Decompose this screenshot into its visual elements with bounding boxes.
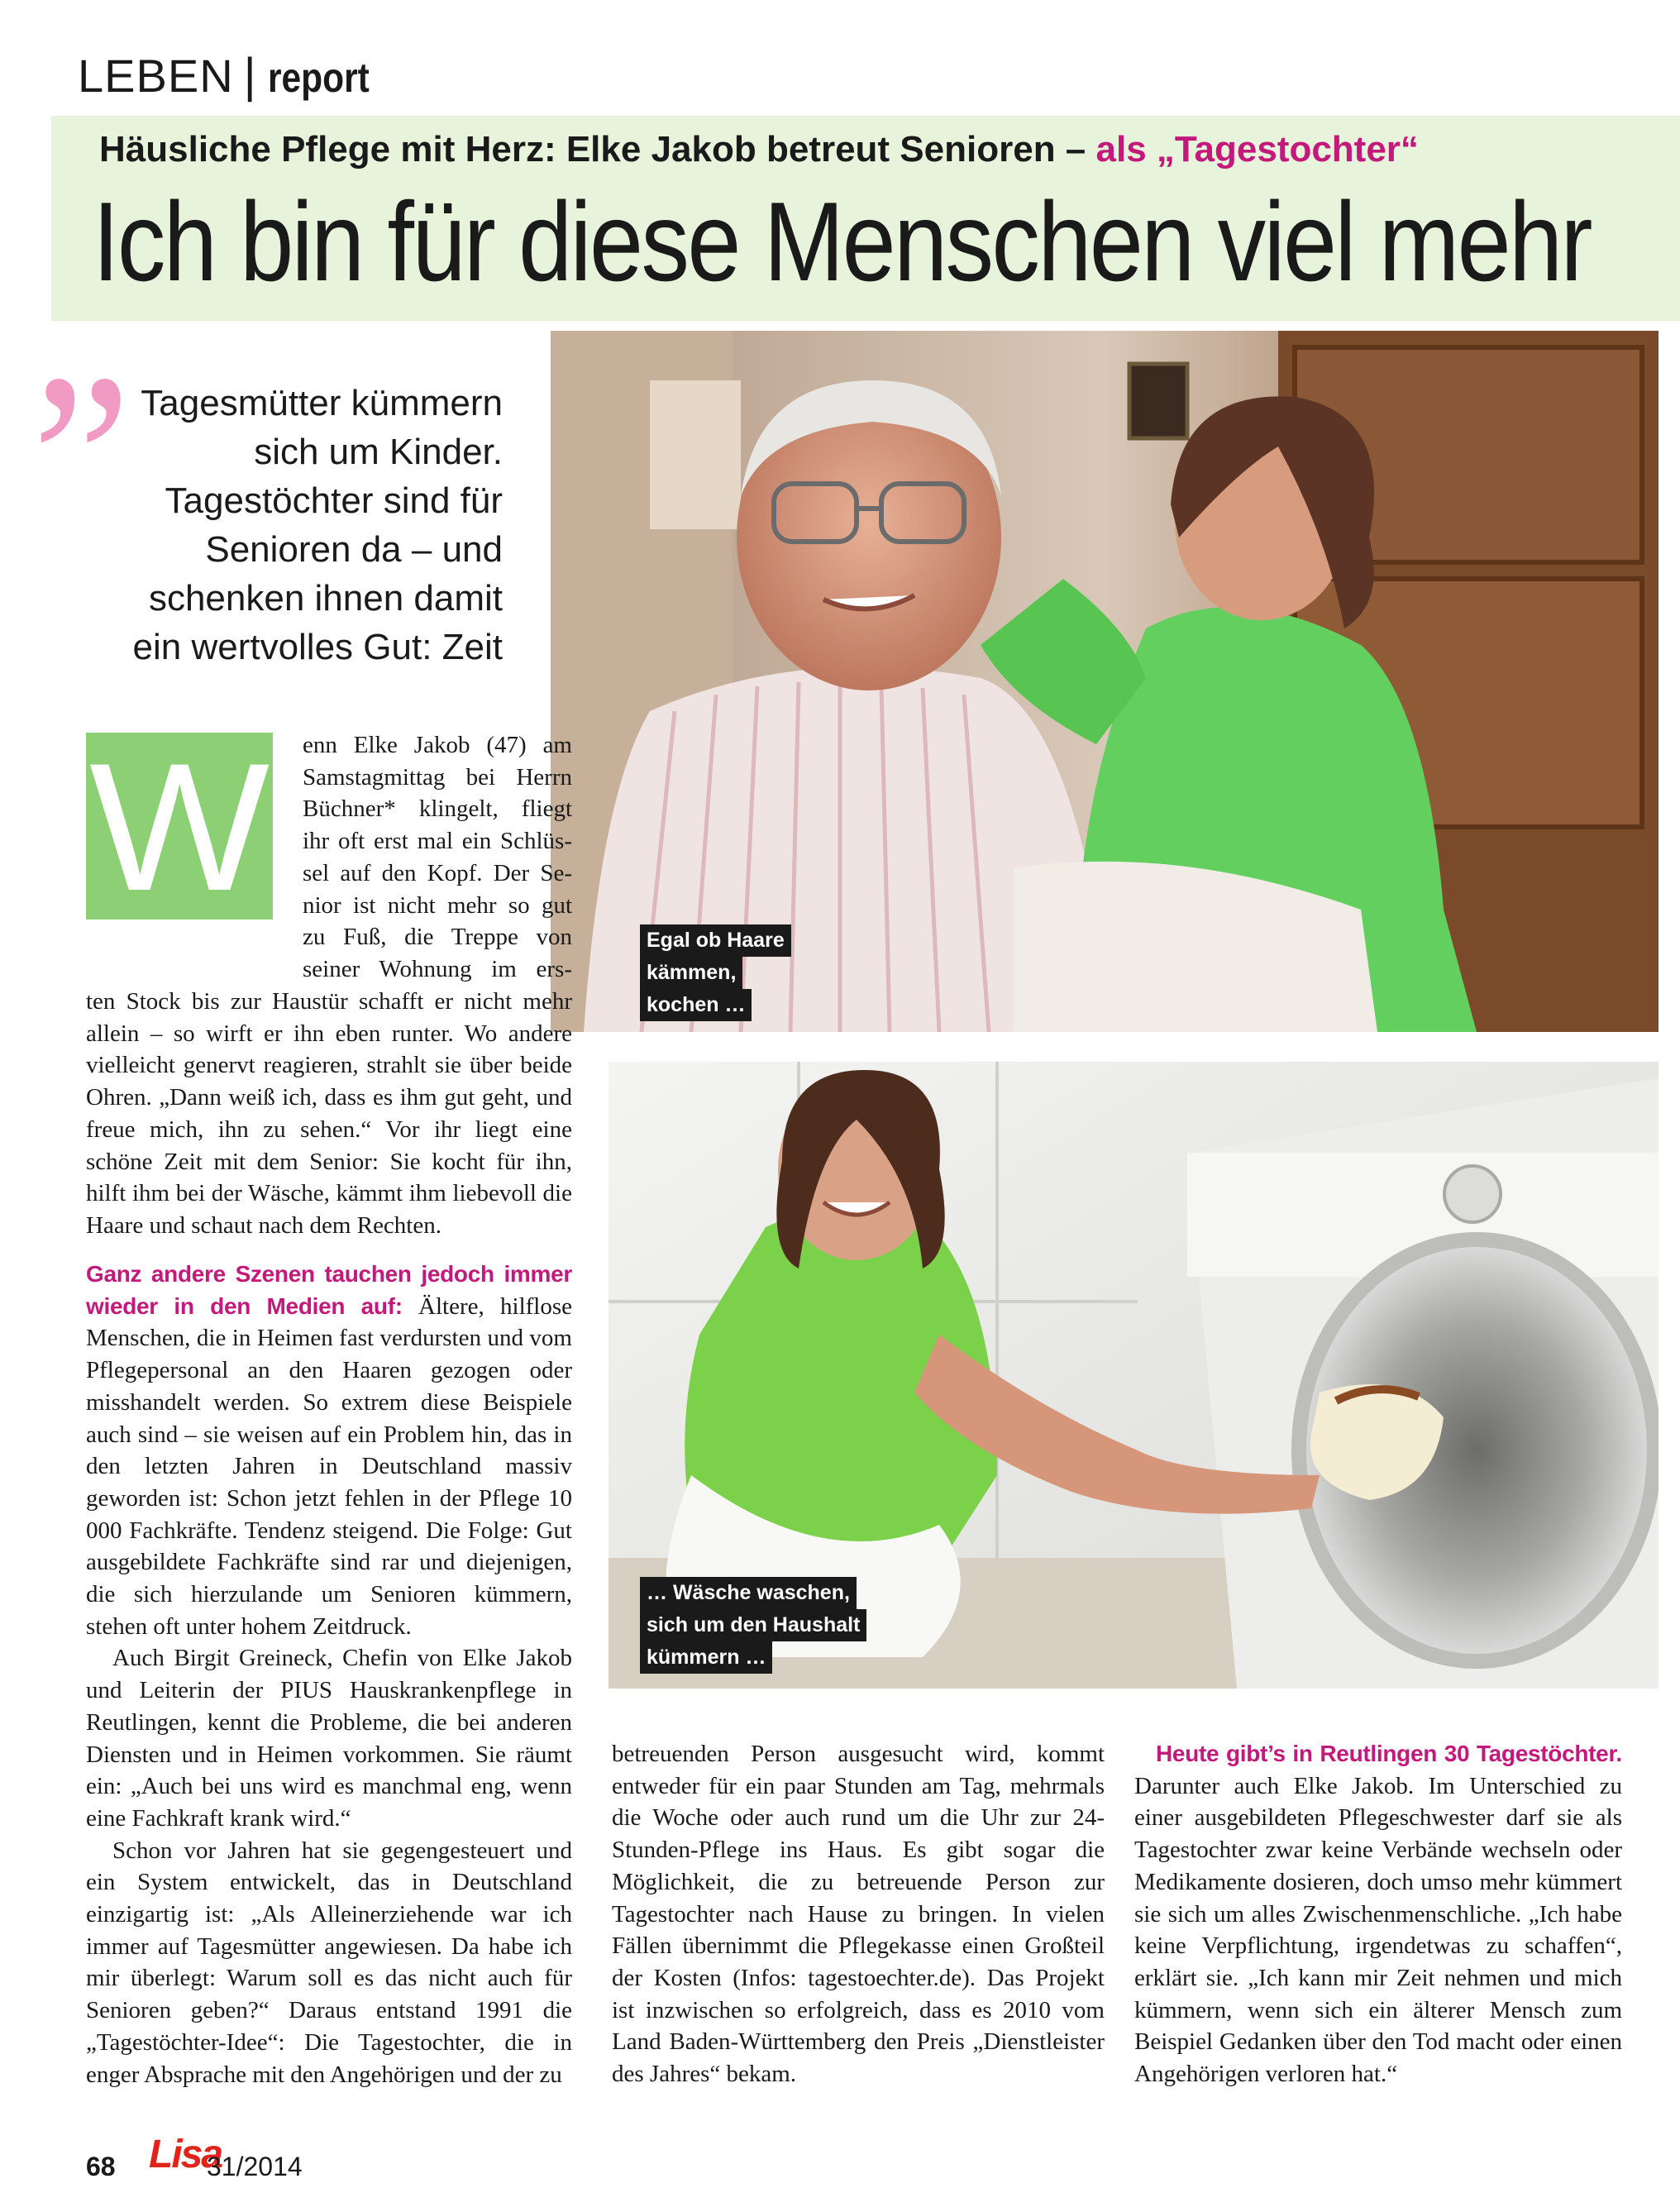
article-paragraph: ten Stock bis zur Haustür schafft er nicht mehr allein – so wirft er ihn eben runter. Wo andere vielleicht genervt reagieren, strahlt sie über beide Ohren. „Dann weiß ich, dass es ihm gut geht, und freue mich, ihn zu sehen.“ Vor ihr liegt eine schöne Zeit mit dem Senior: Sie kocht für ihn, hilft ihm bei der Wäsche, kämmt ihm liebevoll die Haare und schaut nach dem Rechten. (86, 988, 572, 1239)
kicker-text: Häusliche Pflege mit Herz: Elke Jakob betreut Senioren – (99, 129, 1096, 170)
article-paragraph-lead (86, 1259, 572, 1642)
intro-line: Senioren da – und (205, 529, 503, 570)
article-col1-top (303, 729, 572, 986)
intro-line: ein wertvolles Gut: Zeit (132, 627, 503, 667)
caption-line: kochen … (640, 989, 752, 1021)
text-line: sel auf den Kopf. Der Se- (303, 859, 572, 886)
headline: Ich bin für diese Menschen viel mehr (93, 179, 1591, 304)
issue-number: 31/2014 (207, 2152, 303, 2181)
section-divider: | (243, 49, 256, 103)
caption-line: Egal ob Haare (640, 924, 791, 957)
magazine-logo: Lisa (149, 2133, 222, 2176)
article-col3 (1134, 1738, 1622, 2090)
intro-text (51, 379, 503, 671)
article-col1-continued (86, 1259, 572, 2090)
quote-mark: „ (31, 184, 131, 458)
caption-line: kümmern … (640, 1641, 772, 1674)
kicker (99, 129, 1419, 170)
text-line: Büchner* klingelt, fliegt (303, 795, 572, 823)
intro-line: sich um Kinder. (254, 432, 503, 472)
kicker-accent: als „Tagestochter“ (1095, 129, 1419, 170)
dropcap-letter: W (88, 725, 270, 929)
article-paragraph: betreuenden Person ausgesucht wird, kommt entweder für ein paar Stunden am Tag, mehrmals die Woche oder auch rund um die Uhr zur 24-Stunden-Pflege ins Haus. Es gibt sogar die Möglichkeit, die zu betreuende Person zur Tagestochter nach Hause zu bringen. In vielen Fällen übernimmt die Pflegekasse einen Großteil der Kosten (Infos: tagestoechter.de). Das Projekt ist inzwischen so erfolgreich, dass es 2010 vom Land Baden-Württemberg den Preis „Dienstleister des Jahres“ bekam. (612, 1741, 1105, 2088)
lead-in: Heute gibt’s in Reutlingen 30 Tagestöchter. (1156, 1741, 1622, 1766)
section-name: LEBEN (78, 50, 234, 102)
caption-line: … Wäsche waschen, (640, 1577, 857, 1609)
page-number: 68 (86, 2152, 116, 2181)
paragraph-text: Darunter auch Elke Jakob. Im Unterschied zu einer ausgebildeten Pflegeschwester darf sie als Tagestochter zwar keine Verbände wechseln oder Medikamente dosieren, doch umso mehr kümmert sie sich um alles Zwischenmenschliche. „Ich habe keine Verpflichtung, irgendetwas zu schaffen“, erklärt sie. „Ich kann mir Zeit nehmen und mich kümmern, wenn sich ein älterer Mensch zum Beispiel Gedanken über den Tod macht oder einen Angehörigen verloren hat.“ (1134, 1772, 1622, 2088)
text-line: ihr oft erst mal ein Schlüs- (303, 828, 572, 855)
text-line: enn Elke Jakob (47) am (303, 732, 572, 758)
lead-in: Ganz andere Szenen tauchen jedoch immer wieder in den Medien auf: (86, 1261, 572, 1319)
photo-caption-2 (640, 1577, 866, 1674)
caption-line: sich um den Haushalt (640, 1609, 866, 1641)
intro-line: Tagesmütter kümmern (141, 383, 503, 423)
article-paragraph-lead (1134, 1738, 1622, 2090)
article-col2 (612, 1738, 1105, 2090)
intro-line: Tagestöchter sind für (165, 480, 503, 521)
photo-caption-1 (640, 924, 791, 1021)
article-paragraph: Schon vor Jahren hat sie gegengesteuert und ein System entwickelt, das in Deutschland einzigartig ist: „Als Alleinerziehende war ich immer auf Tagesmütter angewiesen. Da habe ich mir überlegt: Warum soll es das nicht auch für Senioren geben?“ Daraus entstand 1991 die „Tagestöchter-Idee“: Die Tagestochter, die in enger Absprache mit den Angehörigen und der zu (86, 1837, 572, 2088)
text-line: zu Fuß, die Treppe von (303, 924, 572, 951)
caption-line: kämmen, (640, 957, 742, 989)
text-line: Samstagmittag bei Herrn (303, 763, 572, 791)
article-paragraph: Auch Birgit Greineck, Chefin von Elke Jakob und Leiterin der PIUS Hauskrankenpflege in Reutlingen, kennt die Probleme, die bei anderen Diensten und in Heimen vorkommen. Sie räumt ein: „Auch bei uns wird es manchmal eng, wenn eine Fachkraft krank wird.“ (86, 1645, 572, 1832)
section-header (78, 48, 387, 106)
text-line: nior ist nicht mehr so gut (303, 891, 572, 919)
intro-line: schenken ihnen damit (148, 578, 503, 619)
text-line: seiner Wohnung im ers- (303, 955, 572, 982)
paragraph-text: Ältere, hilflose Menschen, die in Heimen fast verdursten und vom Pflegepersonal an den Haaren gezogen oder misshandelt werden. So extrem diese Beispiele auch sind – sie weisen auf ein Problem hin, das in den letzten Jahren in Deutschland massiv geworden ist: Schon jetzt fehlen in der Pflege 10 000 Fachkräfte. Tendenz steigend. Die Folge: Gut ausgebildete Fachkräfte sind rar und diejenigen, die sich hierzulande um Senioren kümmern, stehen oft unter hohem Zeitdruck. (86, 1292, 573, 1640)
article-col1-main (86, 986, 572, 1242)
section-subtitle: report (267, 55, 370, 101)
